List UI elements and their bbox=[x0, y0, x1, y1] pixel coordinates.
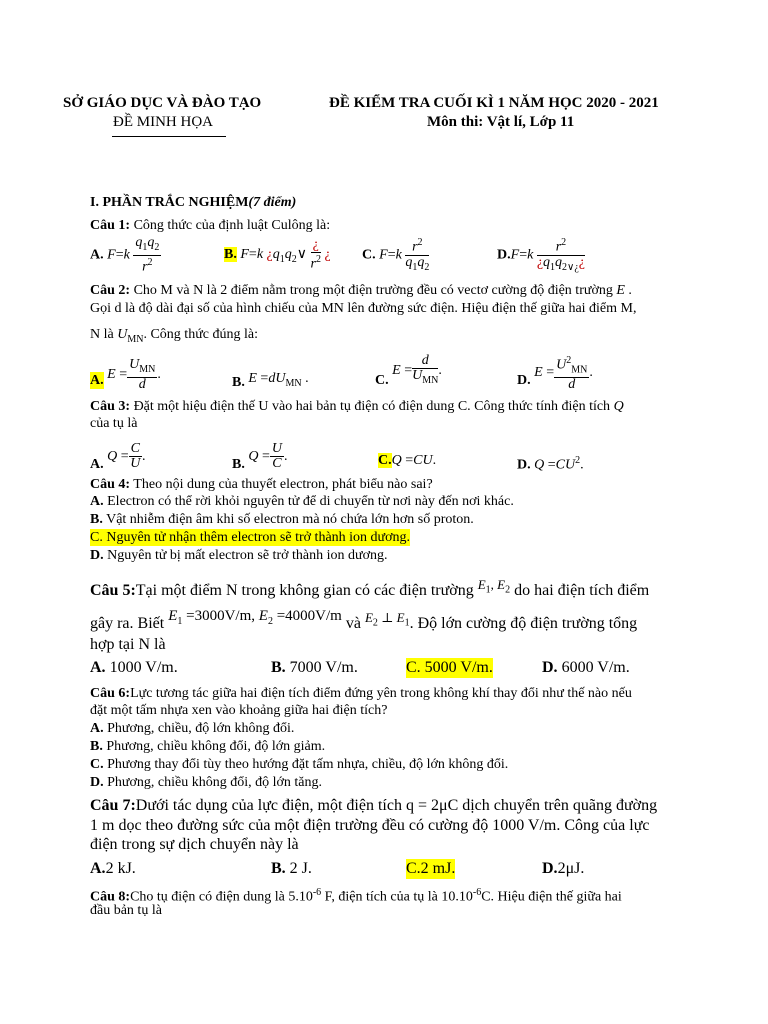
q3-option-a: A. Q = $\frac{C}{U}$ . bbox=[90, 441, 146, 472]
q6-option-a: A. Phương, chiều, độ lớn không đổi. bbox=[90, 721, 295, 736]
q4-option-a: A. Electron có thể rời khỏi nguyên tử để di chuyển từ nơi này đến nơi khác. bbox=[90, 494, 514, 509]
q5-option-d: D. 6000 V/m. bbox=[542, 659, 630, 676]
q1-option-d: D.F=k $\frac{r^2}{¿q_1q_{2\vee¿}¿}$ bbox=[497, 237, 586, 273]
question-3-line2: của tụ là bbox=[90, 416, 138, 431]
section-title: I. PHẦN TRẮC NGHIỆM(7 điểm) bbox=[90, 195, 297, 210]
question-5: Câu 5:Tại một điểm N trong không gian có các điện trường $^{E_1, E_2}$ do hai điện tích điểm bbox=[90, 577, 650, 599]
question-7-line3: điện trong sự dịch chuyển này là bbox=[90, 836, 299, 853]
question-8-line2: đầu bản tụ là bbox=[90, 903, 162, 918]
question-3: Câu 3: Đặt một hiệu điện thế U vào hai bản tụ điện có điện dung C. Công thức tính điện tích Q bbox=[90, 399, 624, 414]
q2-option-b: B. $E =dU_{MN}$ . bbox=[232, 371, 309, 390]
q5-option-b: B. 7000 V/m. bbox=[271, 659, 358, 676]
q4-option-c: C. Nguyên tử nhận thêm electron sẽ trở thành ion dương. bbox=[90, 530, 411, 545]
q6-option-d: D. Phương, chiều không đổi, độ lớn tăng. bbox=[90, 775, 323, 790]
q7-option-c: C.2 mJ. bbox=[406, 860, 456, 877]
q5-option-c: C. 5000 V/m. bbox=[406, 659, 493, 676]
question-2: Câu 2: Cho M và N là 2 điểm nằm trong một điện trường đều có vectơ cường độ điện trường E . bbox=[90, 283, 632, 298]
question-8: Câu 8:Cho tụ điện có điện dung là $5.10^{-6}$ F, điện tích của tụ là $10.10^{-6}C$. Hiệu điện thế giữa hai bbox=[90, 887, 622, 905]
q7-option-a: A.2 kJ. bbox=[90, 860, 136, 877]
q3-option-c: C.Q =CU. bbox=[378, 453, 437, 468]
q4-option-b: B. Vật nhiễm điện âm khi số electron mà nó chứa lớn hơn số proton. bbox=[90, 512, 474, 527]
question-7: Câu 7:Dưới tác dụng của lực điện, một điện tích q = 2μC dịch chuyển trên quãng đường bbox=[90, 797, 658, 814]
q7-option-b: B. 2 J. bbox=[271, 860, 312, 877]
q7-option-d: D.2μJ. bbox=[542, 860, 585, 877]
q1-option-a: A. F=k $\frac{q_1q_2}{r^2}$ bbox=[90, 235, 160, 275]
question-6: Câu 6:Lực tương tác giữa hai điện tích điểm đứng yên trong không khí thay đổi như thế nào nếu bbox=[90, 686, 632, 701]
exam-type: ĐỀ MINH HỌA bbox=[113, 114, 213, 130]
q5-option-a: A. 1000 V/m. bbox=[90, 659, 178, 676]
question-6-line2: đặt một tấm nhựa xen vào khoảng giữa hai điện tích? bbox=[90, 703, 388, 718]
question-1: Câu 1: Công thức của định luật Culông là: bbox=[90, 218, 331, 233]
q1-option-b: B. F=k ¿$q_1q_2\vee$ $\frac{¿}{r^2}$ ¿ bbox=[224, 237, 331, 272]
q6-option-b: B. Phương, chiều không đổi, độ lớn giảm. bbox=[90, 739, 326, 754]
question-4: Câu 4: Theo nội dung của thuyết electron, phát biểu nào sai? bbox=[90, 477, 433, 492]
q4-option-d: D. Nguyên tử bị mất electron sẽ trở thành ion dương. bbox=[90, 548, 388, 563]
header-underline bbox=[112, 136, 226, 137]
department-name: SỞ GIÁO DỤC VÀ ĐÀO TẠO bbox=[63, 95, 262, 111]
q2-option-d: D. E = $\frac{U^2_{MN}}{d}$ . bbox=[517, 354, 593, 392]
q2-option-a: A. E = $\frac{U_{MN}}{d}$ . bbox=[90, 356, 161, 392]
subject-line: Môn thi: Vật lí, Lớp 11 bbox=[427, 114, 575, 130]
question-5-line2: gây ra. Biết $E_1 =3000V/m$, $E_2 =4000V/m$ và $^{E_2 \perp E_1}$. Độ lớn cường độ điện trường tổng bbox=[90, 608, 638, 632]
q2-option-c: C. E = $\frac{d}{U_{MN}}$ . bbox=[375, 352, 442, 388]
q1-option-c: C. F=k $\frac{r^2}{q_1q_2}$ bbox=[362, 237, 430, 273]
exam-title: ĐỀ KIỂM TRA CUỐI KÌ 1 NĂM HỌC 2020 - 2021 bbox=[329, 95, 659, 111]
question-2-line3: N là $U_{MN}$. Công thức đúng là: bbox=[90, 327, 258, 345]
q6-option-c: C. Phương thay đổi tùy theo hướng đặt tấm nhựa, chiều, độ lớn không đổi. bbox=[90, 757, 509, 772]
question-5-line3: hợp tại N là bbox=[90, 636, 166, 653]
q3-option-d: D. $Q =CU^2$. bbox=[517, 455, 584, 473]
q3-option-b: B. Q = $\frac{U}{C}$ . bbox=[232, 441, 288, 472]
question-7-line2: 1 m dọc theo đường sức của một điện trường đều có cường độ 1000 V/m. Công của lực bbox=[90, 817, 650, 834]
question-2-line2: Gọi d là độ dài đại số của hình chiếu của MN lên đường sức điện. Hiệu điện thế giữa hai điểm M, bbox=[90, 301, 637, 316]
